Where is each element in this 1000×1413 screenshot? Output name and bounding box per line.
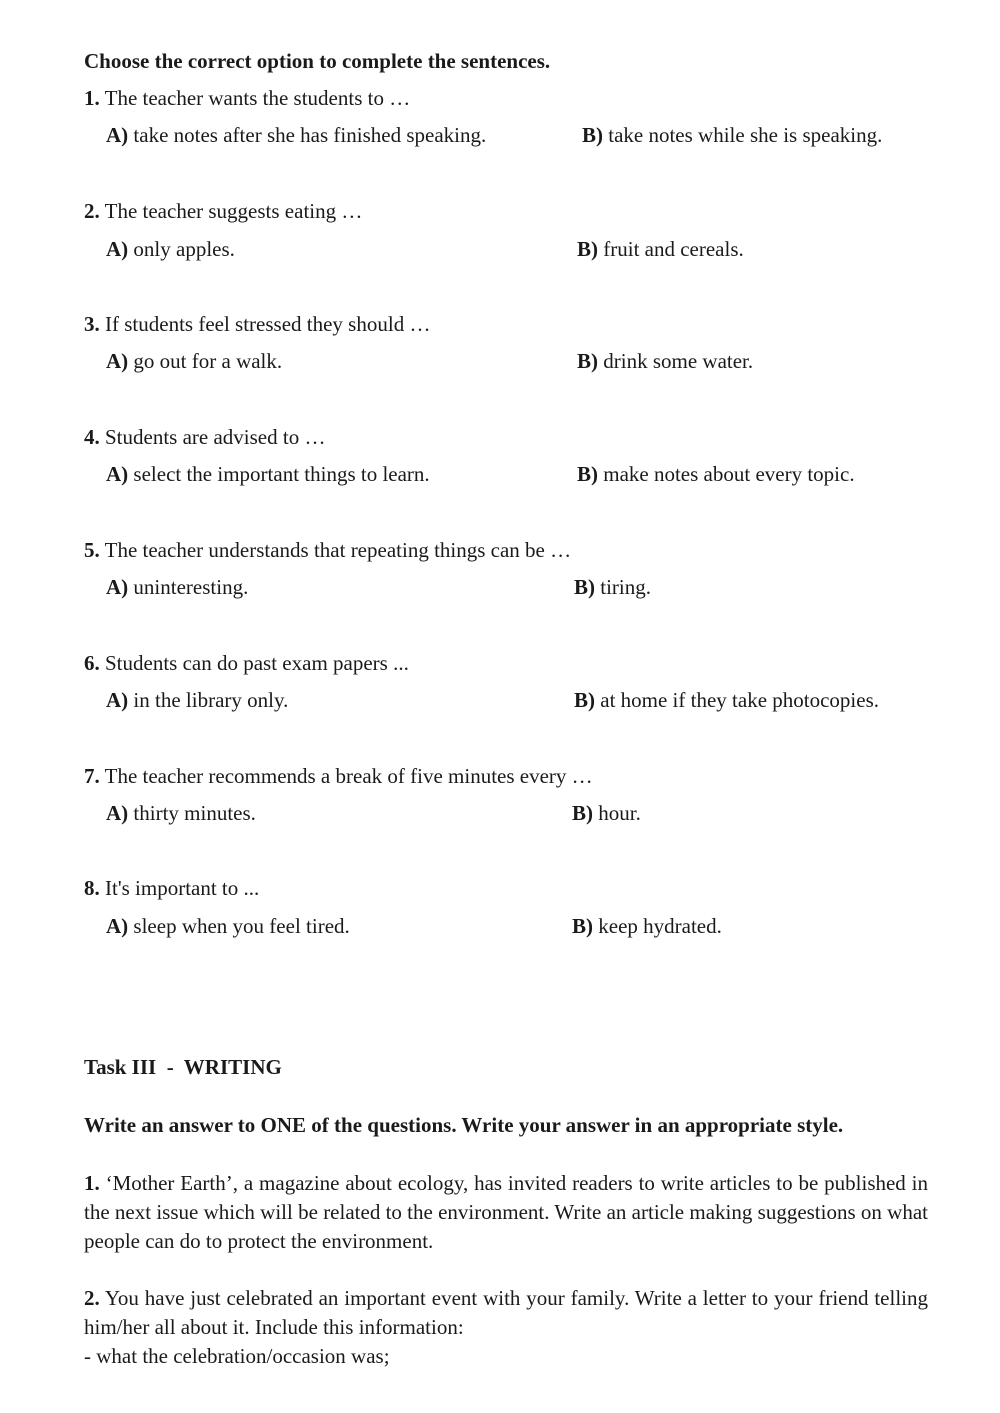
writing-question-1 — [84, 1169, 928, 1256]
question-8 — [84, 874, 259, 903]
option-text: make notes about every topic. — [603, 462, 855, 486]
question-1-option-a[interactable] — [106, 121, 486, 150]
option-label: A) — [106, 237, 129, 261]
instruction-heading: Choose the correct option to complete the sentences. — [84, 49, 551, 73]
option-label: A) — [106, 914, 129, 938]
option-label: B) — [572, 801, 593, 825]
question-5-option-b[interactable] — [574, 573, 651, 602]
option-label: A) — [106, 575, 129, 599]
question-6 — [84, 649, 409, 678]
question-1 — [84, 84, 410, 113]
question-text: You have just celebrated an important event with your family. Write a letter to your friend telling him/her all about it. Include this information: — [84, 1286, 928, 1339]
question-8-option-a[interactable] — [106, 912, 350, 941]
question-number: 8. — [84, 876, 100, 900]
option-text: uninteresting. — [133, 575, 249, 599]
question-number: 1. — [84, 86, 100, 110]
option-label: A) — [106, 688, 129, 712]
option-label: A) — [106, 801, 129, 825]
option-label: A) — [106, 123, 129, 147]
question-3-option-b[interactable] — [577, 347, 753, 376]
question-1-option-b[interactable] — [582, 121, 882, 150]
question-7-option-a[interactable] — [106, 799, 256, 828]
option-text: thirty minutes. — [133, 801, 256, 825]
option-text: only apples. — [133, 237, 235, 261]
question-3 — [84, 310, 430, 339]
question-2 — [84, 197, 362, 226]
option-label: A) — [106, 349, 129, 373]
question-stem: The teacher suggests eating … — [104, 199, 363, 223]
question-stem: Students can do past exam papers ... — [105, 651, 409, 675]
option-text: drink some water. — [603, 349, 754, 373]
writing-question-2 — [84, 1284, 928, 1342]
option-label: B) — [577, 462, 598, 486]
option-text: at home if they take photocopies. — [600, 688, 880, 712]
question-3-option-a[interactable] — [106, 347, 282, 376]
question-stem: It's important to ... — [105, 876, 260, 900]
writing-task-title: Task III - WRITING — [84, 1055, 282, 1079]
question-number: 2. — [84, 1286, 100, 1310]
question-2-option-b[interactable] — [577, 235, 744, 264]
question-number: 7. — [84, 764, 100, 788]
option-text: fruit and cereals. — [603, 237, 744, 261]
question-4-option-b[interactable] — [577, 460, 855, 489]
question-7-option-b[interactable] — [572, 799, 641, 828]
question-4-option-a[interactable] — [106, 460, 430, 489]
question-stem: Students are advised to … — [105, 425, 326, 449]
question-stem: The teacher recommends a break of five minutes every … — [104, 764, 593, 788]
option-text: in the library only. — [133, 688, 289, 712]
option-label: B) — [582, 123, 603, 147]
question-number: 2. — [84, 199, 100, 223]
question-6-option-a[interactable] — [106, 686, 288, 715]
question-7 — [84, 762, 593, 791]
question-8-option-b[interactable] — [572, 912, 722, 941]
question-stem: The teacher understands that repeating things can be … — [104, 538, 572, 562]
question-2-option-a[interactable] — [106, 235, 235, 264]
question-number: 1. — [84, 1171, 100, 1195]
option-text: go out for a walk. — [133, 349, 283, 373]
question-stem: If students feel stressed they should … — [105, 312, 431, 336]
option-label: B) — [574, 688, 595, 712]
question-stem: The teacher wants the students to … — [104, 86, 411, 110]
option-label: B) — [577, 237, 598, 261]
question-number: 5. — [84, 538, 100, 562]
question-6-option-b[interactable] — [574, 686, 879, 715]
writing-instruction: Write an answer to ONE of the questions. Write your answer in an appropriate style. — [84, 1113, 844, 1137]
option-text: take notes after she has finished speaking. — [133, 123, 487, 147]
writing-question-2-bullet: - what the celebration/occasion was; — [84, 1344, 390, 1368]
option-text: take notes while she is speaking. — [608, 123, 883, 147]
question-5 — [84, 536, 571, 565]
option-text: sleep when you feel tired. — [133, 914, 350, 938]
option-label: B) — [574, 575, 595, 599]
option-text: keep hydrated. — [598, 914, 722, 938]
option-label: B) — [577, 349, 598, 373]
question-text: ‘Mother Earth’, a magazine about ecology, has invited readers to write articles to be published in the next issue which will be related to the environment. Write an article making suggestions on what people can do to protect the environment. — [84, 1171, 928, 1253]
question-number: 6. — [84, 651, 100, 675]
question-number: 3. — [84, 312, 100, 336]
option-text: tiring. — [600, 575, 651, 599]
option-text: hour. — [598, 801, 641, 825]
option-text: select the important things to learn. — [133, 462, 430, 486]
question-5-option-a[interactable] — [106, 573, 248, 602]
question-4 — [84, 423, 325, 452]
question-number: 4. — [84, 425, 100, 449]
option-label: B) — [572, 914, 593, 938]
option-label: A) — [106, 462, 129, 486]
